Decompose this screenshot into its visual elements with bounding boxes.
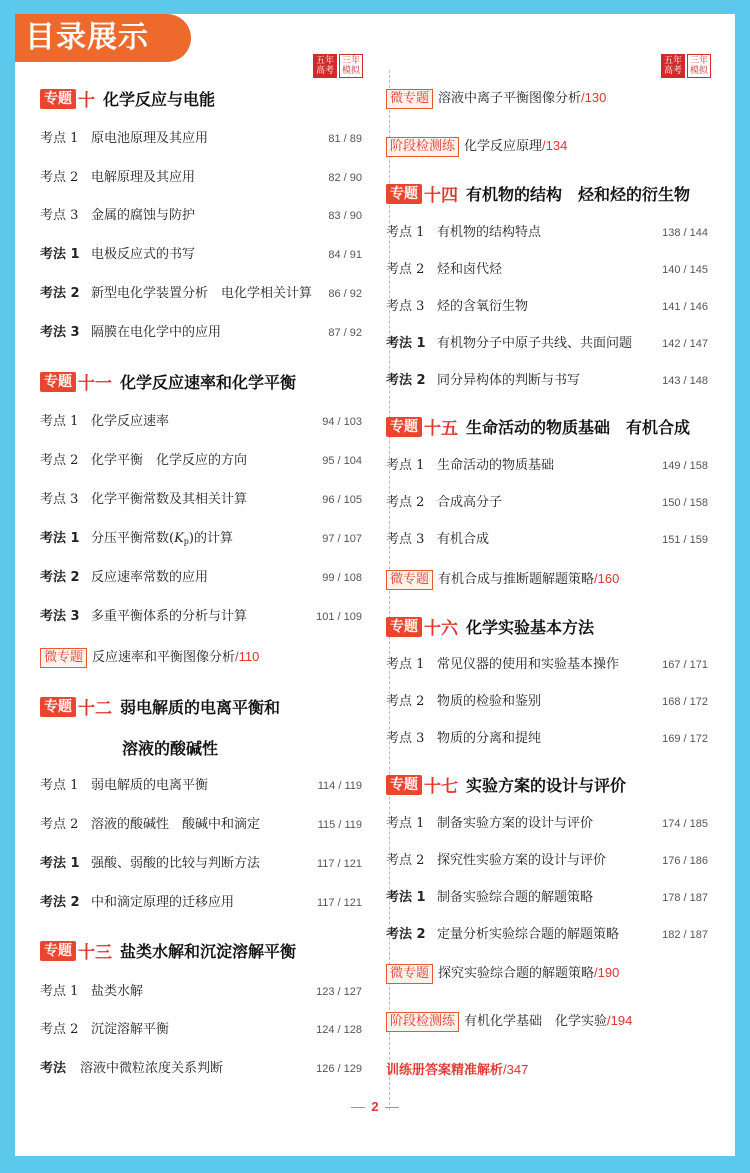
badge-five-years: 五年高考 bbox=[313, 54, 337, 78]
toc-entry[interactable] bbox=[40, 451, 362, 471]
entry-label: 考法 2 bbox=[386, 373, 426, 388]
entry-text: 金属的腐蚀与防护 bbox=[91, 208, 196, 223]
micro-topic-entry[interactable] bbox=[386, 568, 726, 590]
page-footer bbox=[15, 1099, 735, 1114]
entry-pages: 117 / 121 bbox=[316, 858, 362, 870]
toc-entry[interactable] bbox=[40, 815, 362, 835]
section-number: 十五 bbox=[424, 419, 458, 439]
entry-pages: 138 / 144 bbox=[662, 227, 708, 239]
toc-entry[interactable] bbox=[386, 814, 708, 834]
entry-label: 考法 1 bbox=[386, 890, 426, 905]
entry-label: 考法 3 bbox=[40, 325, 80, 340]
toc-entry[interactable] bbox=[386, 456, 708, 476]
entry-pages: 124 / 128 bbox=[316, 1024, 362, 1036]
entry-label: 考法 1 bbox=[40, 531, 80, 546]
section-14-header[interactable] bbox=[386, 181, 726, 211]
toc-entry[interactable] bbox=[40, 529, 362, 549]
entry-text: 沉淀溶解平衡 bbox=[91, 1022, 170, 1037]
section-title: 化学反应与电能 bbox=[103, 90, 216, 109]
entry-pages: 117 / 121 bbox=[316, 897, 362, 909]
toc-entry[interactable] bbox=[40, 982, 362, 1002]
entry-text: 有机物分子中原子共线、共面问题 bbox=[437, 336, 633, 351]
section-15-header[interactable] bbox=[386, 414, 726, 444]
stage-test-entry[interactable] bbox=[386, 135, 726, 157]
toc-entry[interactable] bbox=[40, 206, 362, 226]
toc-entry[interactable] bbox=[386, 493, 708, 513]
entry-text: 化学平衡 化学反应的方向 bbox=[91, 453, 248, 468]
toc-entry[interactable] bbox=[40, 129, 362, 149]
entry-pages: 174 / 185 bbox=[662, 818, 708, 830]
badge-five-years: 五年高考 bbox=[661, 54, 685, 78]
entry-text: 制备实验方案的设计与评价 bbox=[437, 816, 594, 831]
toc-entry[interactable] bbox=[386, 223, 708, 243]
stage-test-text: 化学反应原理/134 bbox=[464, 138, 568, 154]
answer-key-page: /347 bbox=[503, 1062, 529, 1077]
entry-label: 考法 1 bbox=[40, 247, 80, 262]
answer-key-entry[interactable] bbox=[386, 1059, 528, 1078]
entry-pages: 101 / 109 bbox=[316, 611, 362, 623]
entry-label: 考点 3 bbox=[386, 299, 425, 314]
badge-three-years: 三年模拟 bbox=[339, 54, 363, 78]
toc-entry[interactable] bbox=[40, 490, 362, 510]
entry-pages: 142 / 147 bbox=[662, 338, 708, 350]
entry-label: 考法 2 bbox=[40, 895, 80, 910]
entry-text: 电解原理及其应用 bbox=[91, 170, 196, 185]
section-title: 化学反应速率和化学平衡 bbox=[120, 373, 297, 392]
entry-text: 有机物的结构特点 bbox=[437, 225, 542, 240]
section-13-header[interactable] bbox=[40, 938, 380, 968]
stage-test-tag: 阶段检测练 bbox=[386, 1012, 459, 1032]
section-12-header[interactable] bbox=[40, 694, 380, 724]
entry-text: 电极反应式的书写 bbox=[91, 247, 196, 262]
entry-label: 考点 1 bbox=[386, 225, 425, 240]
section-title: 化学实验基本方法 bbox=[466, 618, 595, 637]
stage-test-entry[interactable] bbox=[386, 1010, 726, 1032]
section-title: 盐类水解和沉淀溶解平衡 bbox=[120, 942, 297, 961]
entry-pages: 168 / 172 bbox=[662, 696, 708, 708]
entry-label: 考点 2 bbox=[40, 170, 79, 185]
section-number: 十七 bbox=[424, 777, 458, 797]
toc-entry[interactable] bbox=[386, 729, 708, 749]
toc-page bbox=[15, 14, 735, 1156]
section-number: 十六 bbox=[424, 619, 458, 639]
entry-label: 考点 1 bbox=[386, 816, 425, 831]
entry-pages: 140 / 145 bbox=[662, 264, 708, 276]
entry-pages: 182 / 187 bbox=[662, 929, 708, 941]
toc-entry[interactable] bbox=[386, 851, 708, 871]
entry-pages: 84 / 91 bbox=[328, 249, 362, 261]
entry-label: 考法 1 bbox=[40, 856, 80, 871]
entry-label: 考点 2 bbox=[40, 817, 79, 832]
micro-topic-tag: 微专题 bbox=[386, 570, 433, 590]
entry-pages: 115 / 119 bbox=[317, 819, 362, 831]
micro-topic-text: 探究实验综合题的解题策略/190 bbox=[438, 965, 620, 981]
entry-label: 考法 2 bbox=[40, 286, 80, 301]
entry-text: 同分异构体的判断与书写 bbox=[437, 373, 581, 388]
toc-entry[interactable] bbox=[40, 1059, 362, 1079]
micro-topic-entry[interactable] bbox=[386, 87, 726, 109]
entry-text: 探究性实验方案的设计与评价 bbox=[437, 853, 607, 868]
entry-label: 考点 1 bbox=[40, 414, 79, 429]
toc-entry[interactable] bbox=[386, 297, 708, 317]
entry-text: 溶液的酸碱性 酸碱中和滴定 bbox=[91, 817, 261, 832]
toc-entry[interactable] bbox=[386, 334, 708, 354]
entry-pages: 123 / 127 bbox=[316, 986, 362, 998]
entry-text: 有机合成 bbox=[437, 532, 490, 547]
toc-entry[interactable] bbox=[386, 260, 708, 280]
entry-text: 常见仪器的使用和实验基本操作 bbox=[437, 657, 620, 672]
entry-pages: 167 / 171 bbox=[662, 659, 708, 671]
entry-pages: 176 / 186 bbox=[662, 855, 708, 867]
answer-key-text: 训练册答案精准解析 bbox=[386, 1063, 504, 1078]
toc-entry[interactable] bbox=[40, 568, 362, 588]
entry-label: 考法 1 bbox=[386, 336, 426, 351]
toc-entry[interactable] bbox=[40, 607, 362, 627]
entry-text: 弱电解质的电离平衡 bbox=[91, 778, 209, 793]
entry-text: 制备实验综合题的解题策略 bbox=[437, 890, 594, 905]
micro-topic-tag: 微专题 bbox=[386, 964, 433, 984]
toc-entry[interactable] bbox=[40, 323, 362, 343]
entry-text: 多重平衡体系的分析与计算 bbox=[91, 609, 248, 624]
section-number: 十三 bbox=[78, 943, 112, 963]
section-title: 弱电解质的电离平衡和 bbox=[120, 698, 281, 717]
entry-text: 溶液中微粒浓度关系判断 bbox=[80, 1061, 224, 1076]
entry-pages: 94 / 103 bbox=[322, 416, 362, 428]
entry-label: 考点 3 bbox=[40, 492, 79, 507]
section-tag: 专题 bbox=[40, 941, 76, 961]
stage-test-text: 有机化学基础 化学实验/194 bbox=[464, 1013, 633, 1029]
section-16-header[interactable] bbox=[386, 614, 726, 644]
entry-label: 考点 2 bbox=[386, 853, 425, 868]
toc-entry[interactable] bbox=[386, 371, 708, 391]
page-number: 2 bbox=[371, 1099, 379, 1114]
micro-topic-entry[interactable] bbox=[386, 962, 726, 984]
section-tag: 专题 bbox=[386, 775, 422, 795]
entry-pages: 150 / 158 bbox=[662, 497, 708, 509]
stage-test-tag: 阶段检测练 bbox=[386, 137, 459, 157]
section-tag: 专题 bbox=[40, 89, 76, 109]
entry-text: 烃的含氧衍生物 bbox=[437, 299, 529, 314]
entry-text: 盐类水解 bbox=[91, 984, 144, 999]
entry-label: 考法 2 bbox=[386, 927, 426, 942]
micro-topic-text: 反应速率和平衡图像分析/110 bbox=[92, 649, 260, 665]
section-title: 生命活动的物质基础 有机合成 bbox=[466, 418, 691, 437]
section-title-line2: 溶液的酸碱性 bbox=[122, 739, 219, 758]
section-number: 十 bbox=[78, 91, 95, 111]
toc-entry[interactable] bbox=[40, 412, 362, 432]
toc-entry[interactable] bbox=[40, 1020, 362, 1040]
entry-text: 化学反应速率 bbox=[91, 414, 170, 429]
entry-pages: 143 / 148 bbox=[662, 375, 708, 387]
toc-entry[interactable] bbox=[386, 655, 708, 675]
micro-topic-entry[interactable] bbox=[40, 646, 380, 668]
section-tag: 专题 bbox=[386, 617, 422, 637]
section-title: 有机物的结构 烃和烃的衍生物 bbox=[466, 185, 691, 204]
entry-text: 烃和卤代烃 bbox=[437, 262, 503, 277]
entry-text: 物质的检验和鉴别 bbox=[437, 694, 542, 709]
toc-entry[interactable] bbox=[40, 854, 362, 874]
section-number: 十二 bbox=[78, 699, 112, 719]
entry-pages: 97 / 107 bbox=[322, 533, 362, 545]
entry-text: 物质的分离和提纯 bbox=[437, 731, 542, 746]
entry-label: 考点 2 bbox=[386, 694, 425, 709]
micro-topic-text: 溶液中离子平衡图像分析/130 bbox=[438, 90, 607, 106]
section-number: 十一 bbox=[78, 374, 112, 394]
micro-topic-tag: 微专题 bbox=[386, 89, 433, 109]
entry-text: 新型电化学装置分析 电化学相关计算 bbox=[91, 286, 313, 301]
toc-entry[interactable] bbox=[386, 692, 708, 712]
entry-text: 分压平衡常数$(K_p)$的计算 bbox=[91, 531, 233, 546]
page-banner: 目录展示 bbox=[15, 14, 191, 62]
entry-text: 定量分析实验综合题的解题策略 bbox=[437, 927, 620, 942]
section-title: 实验方案的设计与评价 bbox=[466, 776, 627, 795]
section-number: 十四 bbox=[424, 186, 458, 206]
entry-pages: 95 / 104 bbox=[322, 455, 362, 467]
entry-pages: 81 / 89 bbox=[328, 133, 362, 145]
section-10-header[interactable] bbox=[40, 86, 380, 116]
entry-label: 考点 1 bbox=[40, 984, 79, 999]
edition-badge-right bbox=[661, 54, 711, 78]
entry-label: 考点 3 bbox=[40, 208, 79, 223]
toc-entry[interactable] bbox=[40, 168, 362, 188]
toc-entry[interactable] bbox=[386, 925, 708, 945]
edition-badge-left bbox=[313, 54, 363, 78]
entry-text: 反应速率常数的应用 bbox=[91, 570, 209, 585]
entry-text: 合成高分子 bbox=[437, 495, 503, 510]
section-tag: 专题 bbox=[386, 184, 422, 204]
entry-pages: 96 / 105 bbox=[322, 494, 362, 506]
entry-label: 考点 2 bbox=[386, 262, 425, 277]
toc-entry[interactable] bbox=[386, 530, 708, 550]
entry-label: 考点 3 bbox=[386, 532, 425, 547]
micro-topic-text: 有机合成与推断题解题策略/160 bbox=[438, 571, 620, 587]
toc-entry[interactable] bbox=[40, 776, 362, 796]
entry-label: 考点 1 bbox=[386, 458, 425, 473]
section-tag: 专题 bbox=[40, 697, 76, 717]
entry-pages: 169 / 172 bbox=[662, 733, 708, 745]
entry-label: 考点 2 bbox=[386, 495, 425, 510]
entry-label: 考法 bbox=[40, 1061, 67, 1076]
entry-text: 中和滴定原理的迁移应用 bbox=[91, 895, 235, 910]
entry-pages: 178 / 187 bbox=[662, 892, 708, 904]
entry-text: 原电池原理及其应用 bbox=[91, 131, 209, 146]
toc-entry[interactable] bbox=[40, 893, 362, 913]
section-tag: 专题 bbox=[386, 417, 422, 437]
toc-entry[interactable] bbox=[40, 245, 362, 265]
toc-entry[interactable] bbox=[40, 284, 362, 304]
micro-topic-tag: 微专题 bbox=[40, 648, 87, 668]
entry-pages: 149 / 158 bbox=[662, 460, 708, 472]
entry-label: 考法 3 bbox=[40, 609, 80, 624]
entry-text: 生命活动的物质基础 bbox=[437, 458, 555, 473]
entry-pages: 87 / 92 bbox=[328, 327, 362, 339]
entry-pages: 83 / 90 bbox=[328, 210, 362, 222]
entry-pages: 82 / 90 bbox=[328, 172, 362, 184]
entry-pages: 141 / 146 bbox=[662, 301, 708, 313]
entry-label: 考点 2 bbox=[40, 1022, 79, 1037]
entry-pages: 126 / 129 bbox=[316, 1063, 362, 1075]
entry-label: 考点 2 bbox=[40, 453, 79, 468]
entry-text: 隔膜在电化学中的应用 bbox=[91, 325, 222, 340]
toc-entry[interactable] bbox=[386, 888, 708, 908]
entry-text: 化学平衡常数及其相关计算 bbox=[91, 492, 248, 507]
entry-pages: 114 / 119 bbox=[317, 780, 362, 792]
badge-three-years: 三年模拟 bbox=[687, 54, 711, 78]
entry-label: 考点 1 bbox=[386, 657, 425, 672]
section-tag: 专题 bbox=[40, 372, 76, 392]
entry-label: 考点 3 bbox=[386, 731, 425, 746]
entry-text: 强酸、弱酸的比较与判断方法 bbox=[91, 856, 261, 871]
section-11-header[interactable] bbox=[40, 369, 380, 399]
entry-label: 考点 1 bbox=[40, 778, 79, 793]
entry-pages: 99 / 108 bbox=[322, 572, 362, 584]
entry-label: 考法 2 bbox=[40, 570, 80, 585]
section-17-header[interactable] bbox=[386, 772, 726, 802]
entry-pages: 151 / 159 bbox=[662, 534, 708, 546]
entry-pages: 86 / 92 bbox=[328, 288, 362, 300]
entry-label: 考点 1 bbox=[40, 131, 79, 146]
